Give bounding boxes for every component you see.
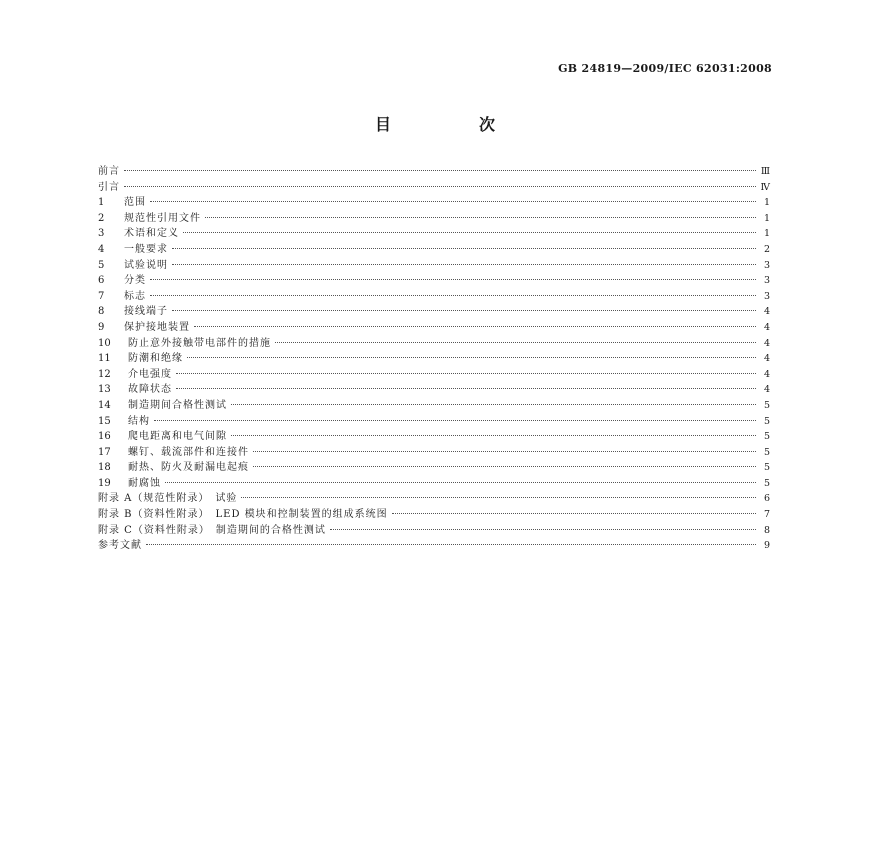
toc-entry-page: 5 bbox=[763, 462, 770, 474]
toc-leader-dots bbox=[124, 186, 756, 187]
toc-entry-page: 9 bbox=[763, 540, 770, 552]
toc-entry-number: 4 bbox=[98, 243, 105, 255]
toc-entry-page: 4 bbox=[763, 321, 770, 333]
toc-leader-dots bbox=[275, 342, 756, 343]
toc-entry-number: 5 bbox=[98, 259, 105, 271]
toc-entry-label: 分类 bbox=[124, 275, 146, 287]
toc-entry-number: 14 bbox=[98, 399, 111, 411]
toc-entry-number: 10 bbox=[98, 337, 111, 349]
toc-entry-number: 15 bbox=[98, 415, 111, 427]
toc-entry[interactable] bbox=[98, 491, 770, 507]
toc-entry[interactable] bbox=[98, 538, 770, 554]
toc-leader-dots bbox=[205, 217, 756, 218]
toc-entry[interactable] bbox=[98, 336, 770, 352]
toc-entry-label: 故障状态 bbox=[128, 384, 172, 396]
toc-leader-dots bbox=[241, 497, 756, 498]
toc-entry-number: 13 bbox=[98, 384, 111, 396]
toc-entry[interactable] bbox=[98, 460, 770, 476]
toc-entry-page: 1 bbox=[763, 228, 770, 240]
toc-leader-dots bbox=[146, 544, 756, 545]
toc-leader-dots bbox=[154, 420, 756, 421]
toc-entry-label: 参考文献 bbox=[98, 540, 142, 552]
toc-entry-page: 4 bbox=[763, 337, 770, 349]
toc-leader-dots bbox=[176, 373, 756, 374]
toc-leader-dots bbox=[194, 326, 756, 327]
toc-entry[interactable] bbox=[98, 180, 770, 196]
toc-entry[interactable] bbox=[98, 258, 770, 274]
toc-entry-page: 1 bbox=[763, 197, 770, 209]
toc-entry-page: 2 bbox=[763, 243, 770, 255]
toc-entry-page: 1 bbox=[763, 212, 770, 224]
toc-entry[interactable] bbox=[98, 414, 770, 430]
toc-entry-label: 前言 bbox=[98, 166, 120, 177]
toc-entry-number: 7 bbox=[98, 290, 105, 302]
toc-leader-dots bbox=[183, 232, 756, 233]
toc-leader-dots bbox=[187, 357, 756, 358]
toc-leader-dots bbox=[150, 201, 756, 202]
toc-leader-dots bbox=[176, 388, 756, 389]
toc-entry[interactable] bbox=[98, 476, 770, 492]
toc-entry[interactable] bbox=[98, 211, 770, 227]
toc-entry[interactable] bbox=[98, 226, 770, 242]
toc-entry-label: 保护接地装置 bbox=[124, 321, 190, 333]
toc-entry-label: 术语和定义 bbox=[124, 228, 179, 240]
standard-code: GB 24819—2009/IEC 62031:2008 bbox=[558, 62, 772, 75]
toc-leader-dots bbox=[124, 170, 756, 171]
toc-entry[interactable] bbox=[98, 320, 770, 336]
toc-entry-label: 附录 C（资料性附录） 制造期间的合格性测试 bbox=[98, 524, 326, 536]
toc-entry-page: Ⅳ bbox=[760, 181, 770, 193]
toc-entry-label: 耐腐蚀 bbox=[128, 477, 161, 489]
toc-entry[interactable] bbox=[98, 273, 770, 289]
toc-entry-number: 17 bbox=[98, 446, 111, 458]
toc-entry[interactable] bbox=[98, 164, 770, 180]
toc-entry-label: 范围 bbox=[124, 197, 146, 209]
toc-entry-label: 引言 bbox=[98, 181, 120, 193]
toc-entry-label: 爬电距离和电气间隙 bbox=[128, 431, 227, 443]
toc-entry-page: 5 bbox=[763, 477, 770, 489]
toc-entry-number: 8 bbox=[98, 306, 105, 318]
toc-entry-label: 防止意外接触带电部件的措施 bbox=[128, 337, 271, 349]
toc-entry[interactable] bbox=[98, 351, 770, 367]
toc-entry-label: 耐热、防火及耐漏电起痕 bbox=[128, 462, 249, 474]
toc-entry-label: 一般要求 bbox=[124, 243, 168, 255]
toc-entry[interactable] bbox=[98, 242, 770, 258]
toc-entry-label: 接线端子 bbox=[124, 306, 168, 318]
toc-entry[interactable] bbox=[98, 507, 770, 523]
toc-entry-label: 标志 bbox=[124, 290, 146, 302]
toc-entry-label: 防潮和绝缘 bbox=[128, 353, 183, 365]
toc-entry-number: 2 bbox=[98, 212, 105, 224]
toc-entry-number: 1 bbox=[98, 197, 105, 209]
toc-leader-dots bbox=[172, 310, 756, 311]
toc-leader-dots bbox=[172, 264, 756, 265]
toc-entry-page: 4 bbox=[763, 306, 770, 318]
toc-entry-label: 附录 A（规范性附录） 试验 bbox=[98, 493, 238, 505]
toc-leader-dots bbox=[330, 529, 756, 530]
toc-entry-label: 介电强度 bbox=[128, 368, 172, 380]
toc-entry-label: 螺钉、载流部件和连接件 bbox=[128, 446, 249, 458]
toc-leader-dots bbox=[392, 513, 756, 514]
table-of-contents bbox=[98, 164, 770, 554]
toc-entry-label: 试验说明 bbox=[124, 259, 168, 271]
toc-entry-page: 4 bbox=[763, 384, 770, 396]
toc-entry-page: 7 bbox=[763, 509, 770, 521]
toc-entry[interactable] bbox=[98, 382, 770, 398]
toc-entry-number: 18 bbox=[98, 462, 111, 474]
toc-leader-dots bbox=[150, 279, 756, 280]
toc-entry-page: 3 bbox=[763, 259, 770, 271]
toc-entry[interactable] bbox=[98, 398, 770, 414]
toc-entry-label: 规范性引用文件 bbox=[124, 212, 201, 224]
toc-entry-page: 6 bbox=[763, 493, 770, 505]
toc-leader-dots bbox=[253, 451, 756, 452]
toc-entry-number: 12 bbox=[98, 368, 111, 380]
toc-entry-label: 附录 B（资料性附录） LED 模块和控制装置的组成系统图 bbox=[98, 509, 388, 521]
toc-entry-label: 制造期间合格性测试 bbox=[128, 399, 227, 411]
toc-leader-dots bbox=[165, 482, 756, 483]
toc-entry[interactable] bbox=[98, 195, 770, 211]
toc-entry[interactable] bbox=[98, 367, 770, 383]
toc-entry-page: 4 bbox=[763, 353, 770, 365]
toc-entry-number: 3 bbox=[98, 228, 105, 240]
toc-entry-number: 6 bbox=[98, 275, 105, 287]
toc-entry-page: 4 bbox=[763, 368, 770, 380]
toc-entry[interactable] bbox=[98, 304, 770, 320]
toc-entry[interactable] bbox=[98, 429, 770, 445]
toc-entry-page: 5 bbox=[763, 446, 770, 458]
toc-entry-label: 结构 bbox=[128, 415, 150, 427]
toc-entry-number: 19 bbox=[98, 477, 111, 489]
toc-leader-dots bbox=[231, 404, 756, 405]
toc-entry-number: 9 bbox=[98, 321, 105, 333]
toc-entry[interactable] bbox=[98, 445, 770, 461]
toc-leader-dots bbox=[150, 295, 756, 296]
toc-entry[interactable] bbox=[98, 523, 770, 539]
toc-entry-page: 5 bbox=[763, 399, 770, 411]
toc-entry-page: Ⅲ bbox=[760, 166, 770, 177]
toc-entry-page: 8 bbox=[763, 524, 770, 536]
toc-entry-page: 3 bbox=[763, 275, 770, 287]
toc-entry-number: 11 bbox=[98, 353, 111, 365]
toc-entry[interactable] bbox=[98, 289, 770, 305]
toc-entry-page: 5 bbox=[763, 415, 770, 427]
toc-entry-page: 3 bbox=[763, 290, 770, 302]
toc-leader-dots bbox=[253, 466, 756, 467]
toc-leader-dots bbox=[172, 248, 756, 249]
toc-entry-number: 16 bbox=[98, 431, 111, 443]
toc-entry-page: 5 bbox=[763, 431, 770, 443]
page-title: 目 次 bbox=[374, 115, 531, 134]
toc-leader-dots bbox=[231, 435, 756, 436]
